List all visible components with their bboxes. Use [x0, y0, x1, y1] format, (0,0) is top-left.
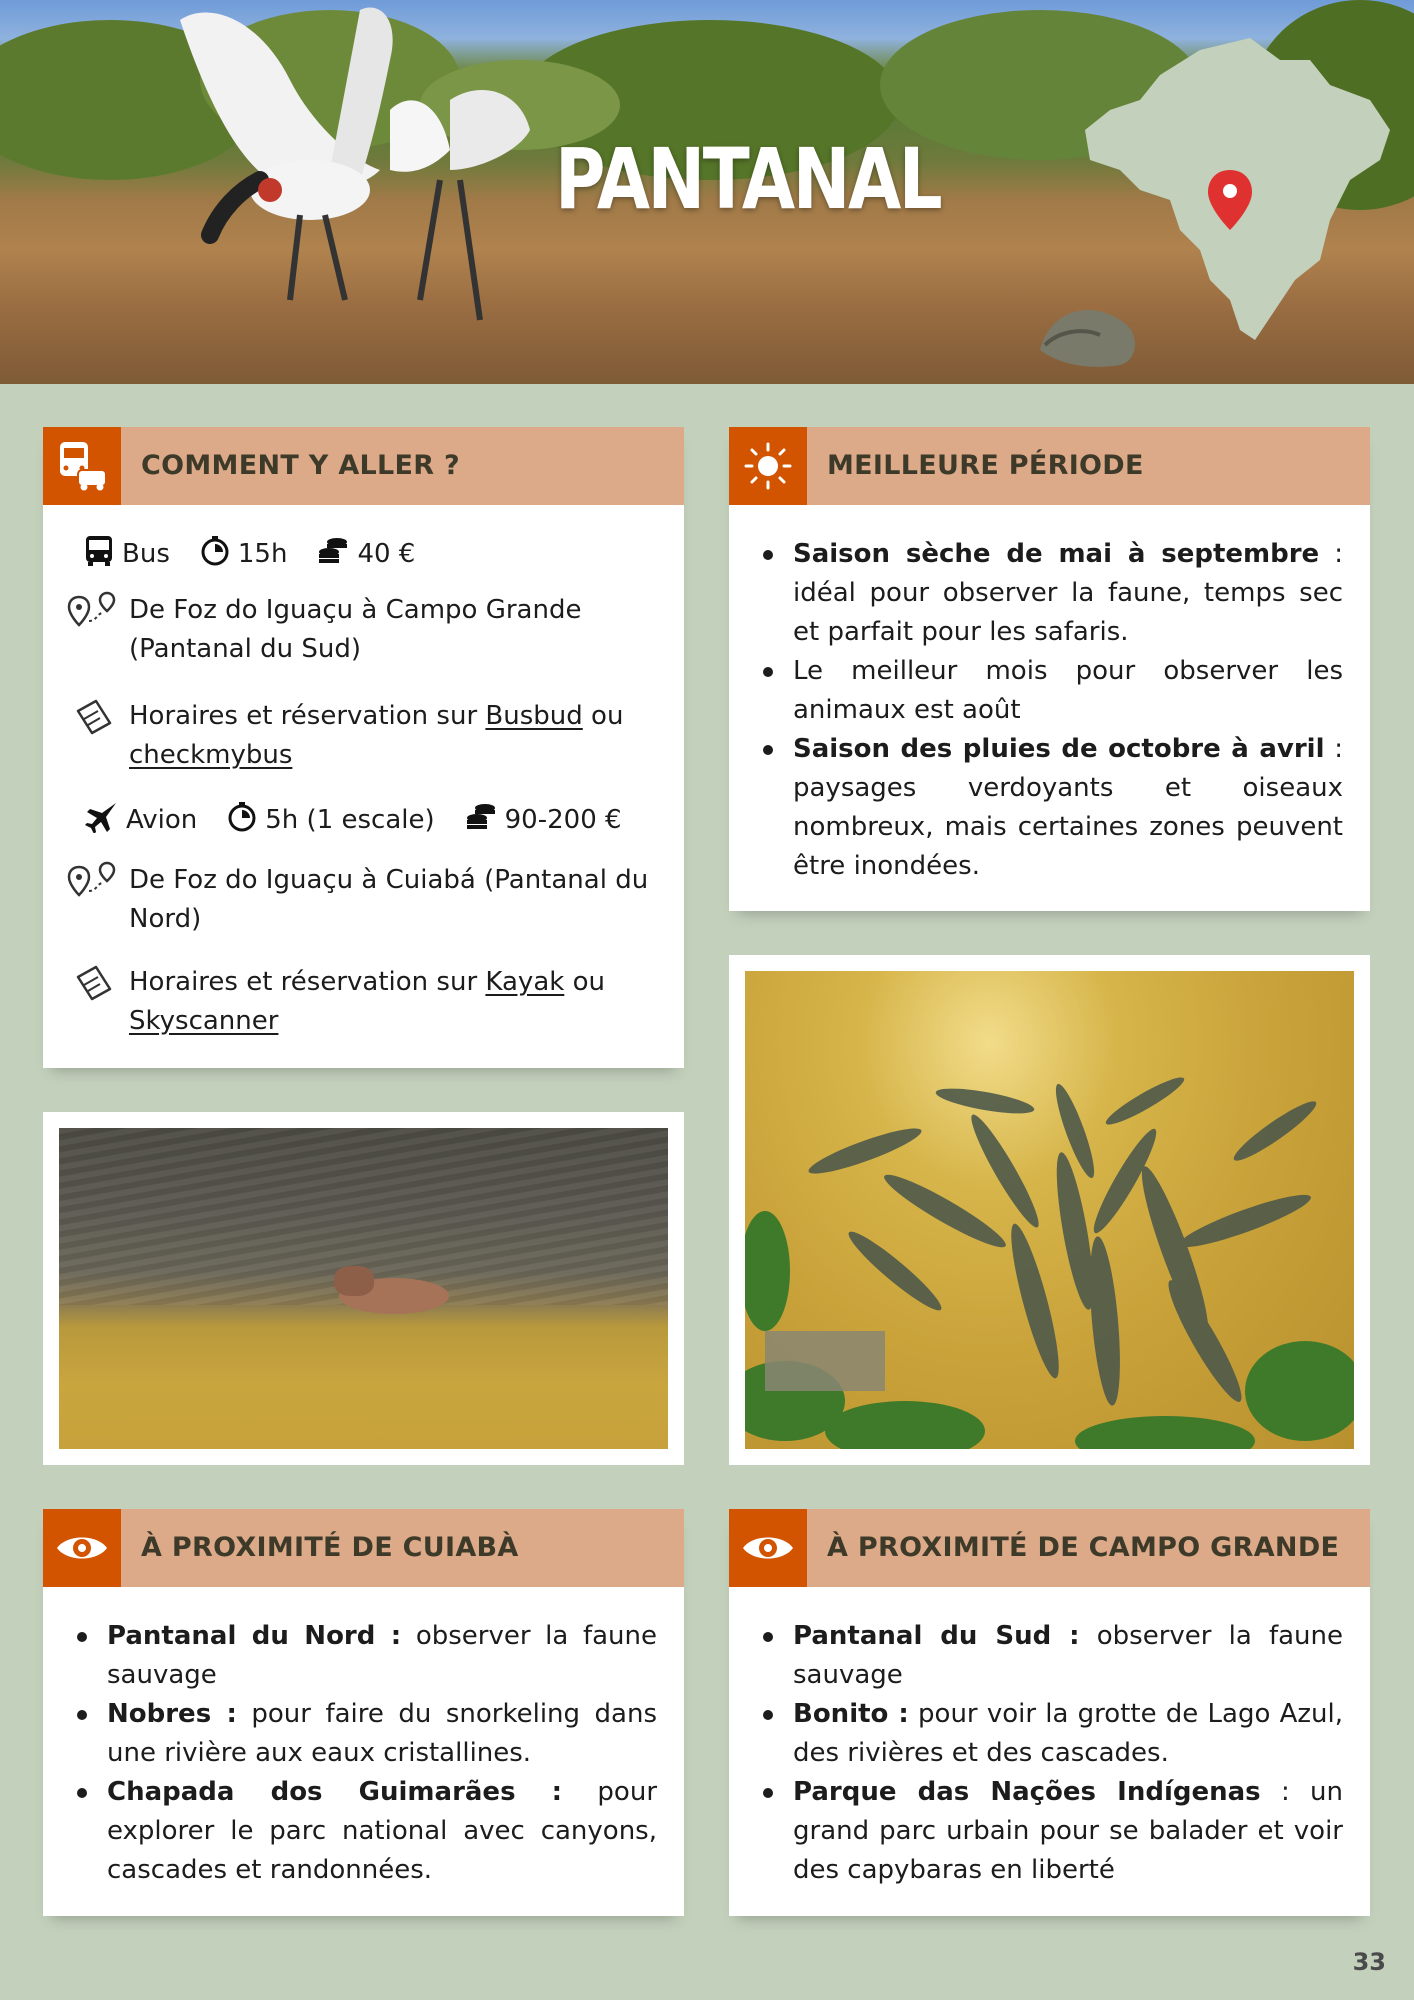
list-item: Le meilleur mois pour observer les animaux est août: [757, 652, 1343, 730]
list-item: Saison des pluies de octobre à avril : paysages verdoyants et oiseaux nombreux, mais certaines zones peuvent être inondées.: [757, 730, 1343, 886]
plane-duration: 5h (1 escale): [265, 805, 435, 835]
page-title: PANTANAL: [555, 130, 941, 228]
card-title: COMMENT Y ALLER ?: [141, 450, 461, 481]
bus-booking-row: [67, 697, 657, 775]
card-header: [43, 1509, 684, 1587]
near-cuiaba-list: [71, 1617, 657, 1890]
list-item: Pantanal du Sud : observer la faune sauvage: [757, 1617, 1343, 1695]
card-title: MEILLEURE PÉRIODE: [827, 450, 1144, 481]
list-item: Bonito : pour voir la grotte de Lago Azul, des rivières et des cascades.: [757, 1695, 1343, 1773]
bus-route: De Foz do Iguaçu à Campo Grande (Pantanal du Sud): [129, 595, 582, 664]
coins-icon: [317, 536, 349, 573]
list-item: Saison sèche de mai à septembre : idéal pour observer la faune, temps sec et parfait pour les safaris.: [757, 535, 1343, 652]
best-period-card: [729, 427, 1370, 911]
bus-booking-or: ou: [582, 701, 624, 731]
eye-icon: [43, 1509, 121, 1587]
busbud-link[interactable]: Busbud: [485, 701, 583, 731]
card-title: À PROXIMITÉ DE CUIABÀ: [141, 1532, 519, 1563]
bus-info: [76, 535, 437, 573]
timer-icon: [200, 536, 230, 573]
capybara-photo: [59, 1128, 668, 1449]
bus-car-icon: [43, 427, 121, 505]
near-cuiaba-card: [43, 1509, 684, 1916]
route-pin-icon: [67, 861, 117, 901]
getting-there-card: [43, 427, 684, 1068]
plane-route-row: [67, 861, 657, 939]
bus-route-row: [67, 591, 657, 669]
near-campo-grande-card: [729, 1509, 1370, 1916]
bus-mode: Bus: [122, 539, 170, 569]
plane-route: De Foz do Iguaçu à Cuiabá (Pantanal du Nord): [129, 865, 649, 934]
plane-booking-row: [67, 963, 657, 1041]
coins-icon: [465, 802, 497, 839]
plane-info: [76, 801, 644, 839]
plane-mode: Avion: [126, 805, 198, 835]
plane-booking-or: ou: [564, 967, 605, 997]
caimans-photo-card: [729, 955, 1370, 1465]
near-campo-grande-list: [757, 1617, 1343, 1890]
card-header: [729, 1509, 1370, 1587]
capybara-photo-card: [43, 1112, 684, 1465]
list-item: Chapada dos Guimarães : pour explorer le parc national avec canyons, cascades et randonnées.: [71, 1773, 657, 1890]
list-item: Pantanal du Nord : observer la faune sauvage: [71, 1617, 657, 1695]
page-number: 33: [1352, 1948, 1386, 1976]
plane-icon: [84, 801, 118, 840]
ticket-icon: [67, 963, 117, 1003]
list-item: Parque das Nações Indígenas : un grand parc urbain pour se balader et voir des capybaras en liberté: [757, 1773, 1343, 1890]
caimans-photo: [745, 971, 1354, 1449]
sun-icon: [729, 427, 807, 505]
bus-booking-prefix: Horaires et réservation sur: [129, 701, 486, 731]
kayak-link[interactable]: Kayak: [485, 967, 565, 997]
best-period-list: [757, 535, 1343, 886]
checkmybus-link[interactable]: checkmybus: [129, 740, 293, 770]
bus-icon: [84, 535, 114, 574]
bus-price: 40 €: [357, 539, 416, 569]
bus-duration: 15h: [237, 539, 288, 569]
ticket-icon: [67, 697, 117, 737]
plane-booking-prefix: Horaires et réservation sur: [129, 967, 486, 997]
timer-icon: [227, 802, 257, 839]
plane-price: 90-200 €: [504, 805, 622, 835]
list-item: Nobres : pour faire du snorkeling dans une rivière aux eaux cristallines.: [71, 1695, 657, 1773]
eye-icon: [729, 1509, 807, 1587]
skyscanner-link[interactable]: Skyscanner: [129, 1006, 279, 1036]
hero-banner: [0, 0, 1414, 384]
card-title: À PROXIMITÉ DE CAMPO GRANDE: [827, 1532, 1340, 1563]
route-pin-icon: [67, 591, 117, 631]
card-header: [729, 427, 1370, 505]
card-header: [43, 427, 684, 505]
brazil-map-icon: [1080, 30, 1400, 350]
